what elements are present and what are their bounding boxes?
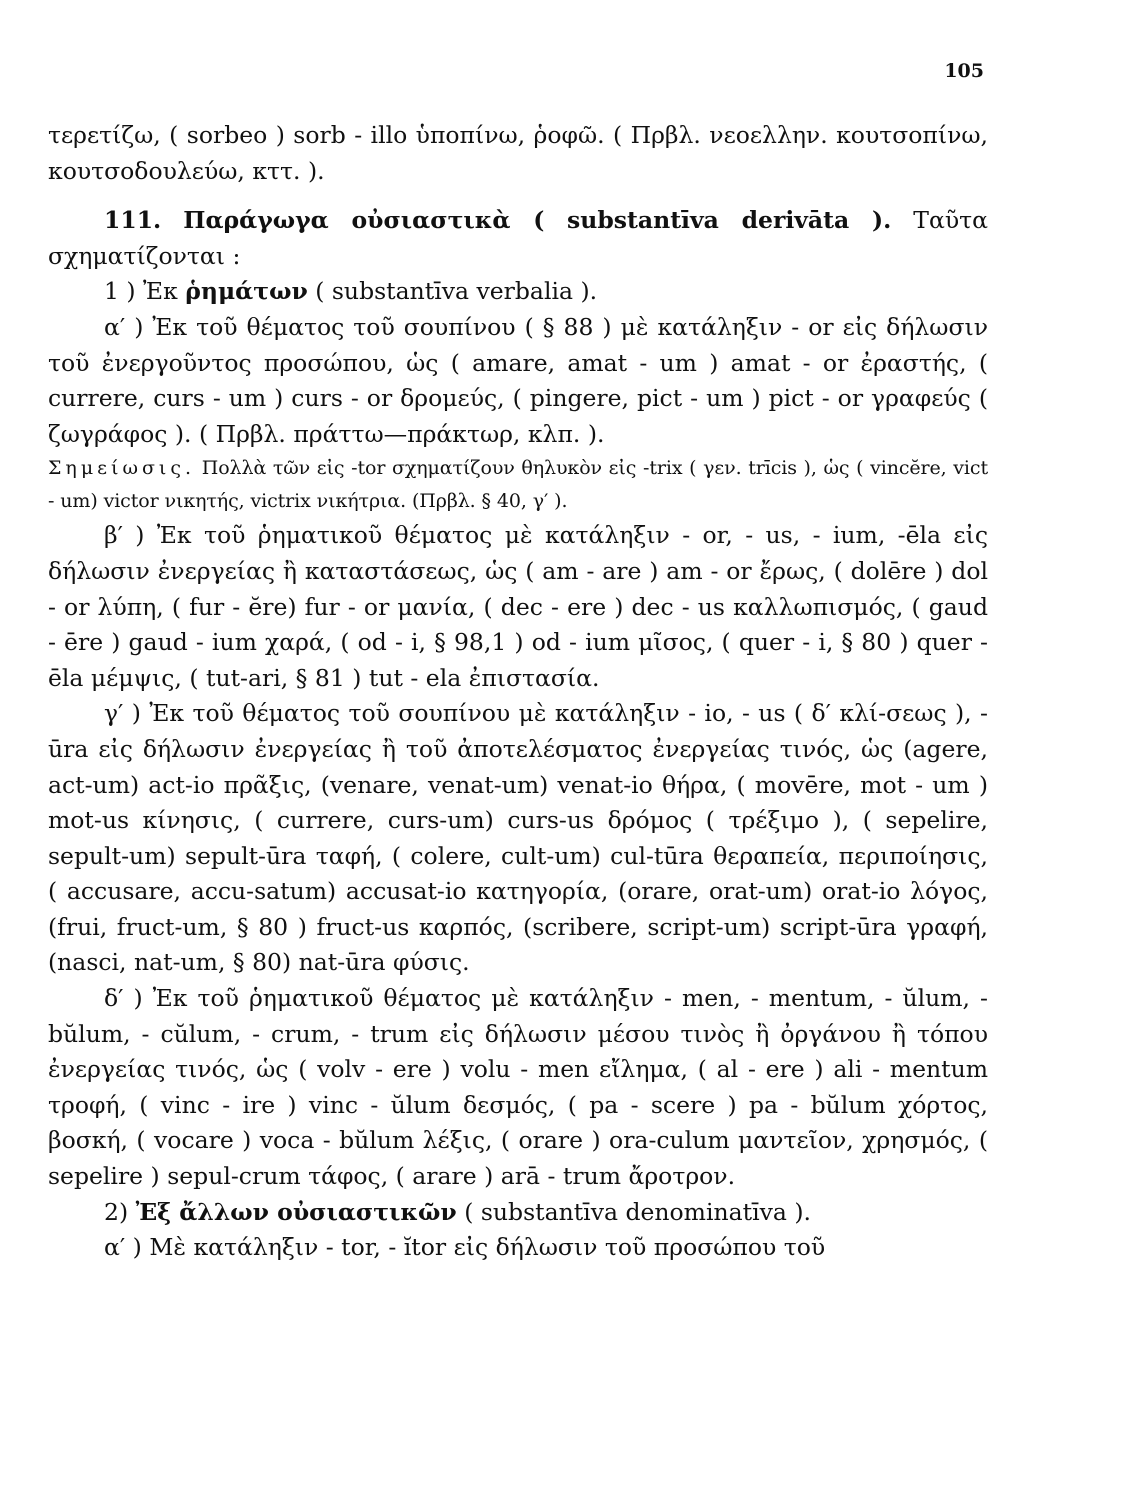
section-number: 111. (104, 206, 162, 235)
paragraph-alpha-2: α′ ) Μὲ κατάληξιν - tor, - ĭtor εἰς δήλωσιν τοῦ προσώπου τοῦ (104, 1233, 826, 1262)
paragraph-delta: δ′ ) Ἐκ τοῦ ῥηματικοῦ θέματος μὲ κατάληξιν - men, - mentum, - ŭlum, - bŭlum, - cŭlum, - crum, - trum εἰς δήλωσιν μέσου τινὸς ἢ ὀργάνου ἢ τόπου ἐνεργείας τινός, ὡς ( volv - ere ) volu - men εἴλημα, ( al - ere ) ali - mentum τροφή, ( vinc - ire ) vinc - ŭlum δεσμός, ( pa - scere ) pa - bŭlum χόρτος, βοσκή, ( vocare ) voca - bŭlum λέξις, ( orare ) ora-culum μαντεῖον, χρησμός, ( sepelire ) sepul-crum τάφος, ( arare ) arā - trum ἄροτρον. (48, 984, 988, 1191)
body-text (48, 118, 988, 1266)
subsection-1-label: 1 ) Ἐκ (104, 277, 186, 306)
note-label: Σημείωσις. (48, 457, 196, 480)
page-number: 105 (944, 60, 984, 82)
subsection-1-heading (48, 274, 988, 310)
section-title: Παράγωγα οὐσιαστικὰ ( substantīva derivāta ). (183, 206, 892, 235)
subsection-2-latin: ( substantīva denominatīva ). (456, 1197, 811, 1226)
section-intro: Ταῦτα σχηματίζονται : (48, 206, 989, 270)
paragraph-gamma: γ′ ) Ἐκ τοῦ θέματος τοῦ σουπίνου μὲ κατάληξιν - io, - us ( δ′ κλί-σεως ), - ūra εἰς δήλωσιν ἐνεργείας ἢ τοῦ ἀποτελέσματος ἐνεργείας τινός, ὡς (agere, act-um) act-io πρᾶξις, (venare, venat-um) venat-io θήρα, ( movēre, mot - um ) mot-us κίνησις, ( currere, curs-um) curs-us δρόμος ( τρέξιμο ), ( sepelire, sepult-um) sepult-ūra ταφή, ( colere, cult-um) cul-tūra θεραπεία, περιποίησις, ( accusare, accu-satum) accusat-io κατηγορία, (orare, orat-um) orat-io λόγος, (frui, fruct-um, § 80 ) fruct-us καρπός, (scribere, script-um) script-ūra γραφή, (nasci, nat-um, § 80) nat-ūra φύσις. (48, 699, 988, 977)
paragraph-sorbeo: τερετίζω, ( sorbeo ) sorb - illo ὑποπίνω, ῥοφῶ. ( Πρβλ. νεοελλην. κουτσοπίνω, κουτσοδουλεύω, κττ. ). (48, 121, 988, 185)
subsection-2-heading (48, 1195, 988, 1231)
paragraph-alpha: α′ ) Ἐκ τοῦ θέματος τοῦ σουπίνου ( § 88 ) μὲ κατάληξιν - or εἰς δήλωσιν τοῦ ἐνεργοῦντος προσώπου, ὡς ( amare, amat - um ) amat - or ἐραστής, ( currere, curs - um ) curs - or δρομεύς, ( pingere, pict - um ) pict - or γραφεύς ( ζωγράφος ). ( Πρβλ. πράττω—πράκτωρ, κλπ. ). (48, 312, 988, 448)
section-111-heading (48, 203, 988, 274)
note-paragraph (48, 452, 988, 518)
note-text: Πολλὰ τῶν εἰς -tor σχηματίζουν θηλυκὸν εἰς -trix ( γεν. trīcis ), ὡς ( vincĕre, vict - um) victor νικητής, victrix νικήτρια. (Πρβλ. § 40, γ′ ). (48, 457, 988, 513)
subsection-1-title: ῥημάτων (185, 277, 308, 306)
subsection-2-label: 2) (104, 1197, 136, 1226)
subsection-1-latin: ( substantīva verbalia ). (307, 277, 598, 306)
paragraph-beta: β′ ) Ἐκ τοῦ ῥηματικοῦ θέματος μὲ κατάληξιν - or, - us, - ium, -ēla εἰς δήλωσιν ἐνεργείας ἢ καταστάσεως, ὡς ( am - are ) am - or ἔρως, ( dolēre ) dol - or λύπη, ( fur - ĕre) fur - or μανία, ( dec - ere ) dec - us καλλωπισμός, ( gaud - ēre ) gaud - ium χαρά, ( od - i, § 98,1 ) od - ium μῖσος, ( quer - i, § 80 ) quer - ēla μέμψις, ( tut-ari, § 81 ) tut - ela ἐπιστασία. (48, 521, 988, 692)
subsection-2-title: Ἐξ ἄλλων οὐσιαστικῶν (135, 1197, 457, 1226)
